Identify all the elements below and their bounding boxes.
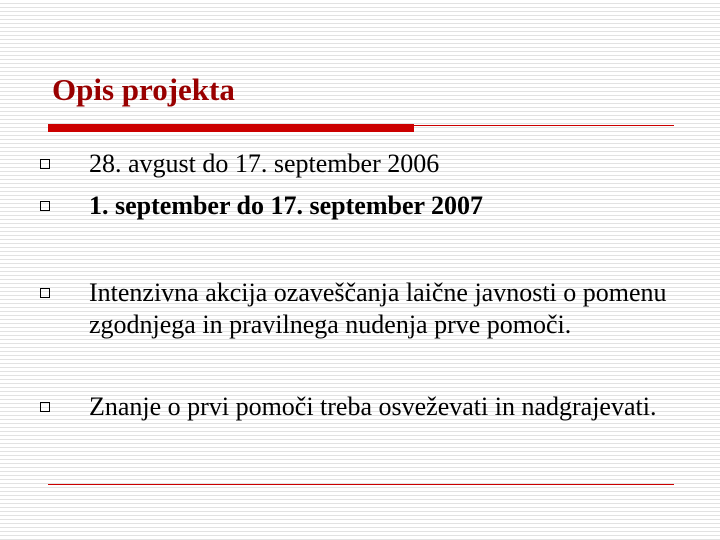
slide-title: Opis projekta [52,72,235,107]
bullet-item-knowledge-refresh: Znanje o prvi pomoči treba osveževati in nadgrajevati. [89,392,657,421]
footer-rule [48,484,674,485]
hollow-square-bullet-icon [40,201,50,211]
bullet-item-date-range-2007: 1. september do 17. september 2007 [89,191,484,220]
hollow-square-bullet-icon [40,402,50,412]
hollow-square-bullet-icon [40,288,50,298]
title-underline-accent-bar [48,124,414,132]
bullet-item-awareness-campaign: Intenzivna akcija ozaveščanja laične javnosti o pomenu zgodnjega in pravilnega nudenja prve pomoči. [89,278,667,339]
bullet-item-date-range-2006: 28. avgust do 17. september 2006 [89,149,440,178]
hollow-square-bullet-icon [40,159,50,169]
